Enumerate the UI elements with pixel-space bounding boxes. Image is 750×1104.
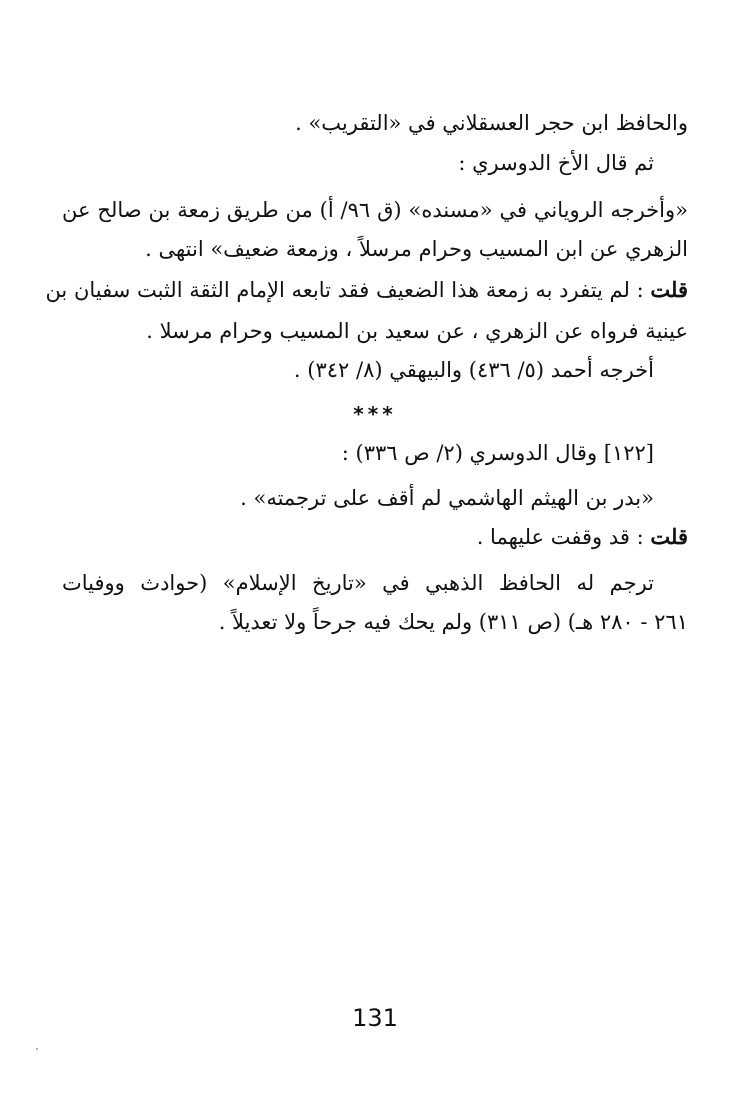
text-line: [١٢٢] وقال الدوسري (٢/ ص ٣٣٦) : <box>341 441 654 465</box>
text-line: «بدر بن الهيثم الهاشمي لم أقف على ترجمته» . <box>240 486 654 510</box>
text-run: : لم يتفرد به زمعة هذا الضعيف فقد تابعه الإمام الثقة الثبت سفيان بن <box>45 278 644 302</box>
text-line: والحافظ ابن حجر العسقلاني في «التقريب» . <box>295 111 688 135</box>
text-line: ترجم له الحافظ الذهبي في «تاريخ الإسلام» (حوادث ووفيات <box>62 571 654 595</box>
text-line: الزهري عن ابن المسيب وحرام مرسلاً ، وزمعة ضعيف» انتهى . <box>145 237 688 261</box>
text-line: ثم قال الأخ الدوسري : <box>458 151 654 175</box>
text-line <box>45 275 688 305</box>
emphasis-lead: قلت <box>650 524 688 549</box>
emphasis-lead: قلت <box>650 277 688 302</box>
text-line: عينية فرواه عن الزهري ، عن سعيد بن المسيب وحرام مرسلا . <box>146 319 688 343</box>
text-line <box>62 522 688 552</box>
text-run: : قد وقفت عليهما . <box>476 525 644 549</box>
text-line: أخرجه أحمد (٥/ ٤٣٦) والبيهقي (٨/ ٣٤٢) . <box>293 358 654 382</box>
scan-speck <box>36 1048 38 1050</box>
text-line: ٢٦١ - ٢٨٠ هـ) (ص ٣١١) ولم يحك فيه جرحاً ولا تعديلاً . <box>218 610 688 634</box>
page-number: 131 <box>352 1004 398 1032</box>
section-separator: *** <box>353 402 397 426</box>
text-line: «وأخرجه الروياني في «مسنده» (ق ٩٦/ أ) من طريق زمعة بن صالح عن <box>62 198 688 222</box>
